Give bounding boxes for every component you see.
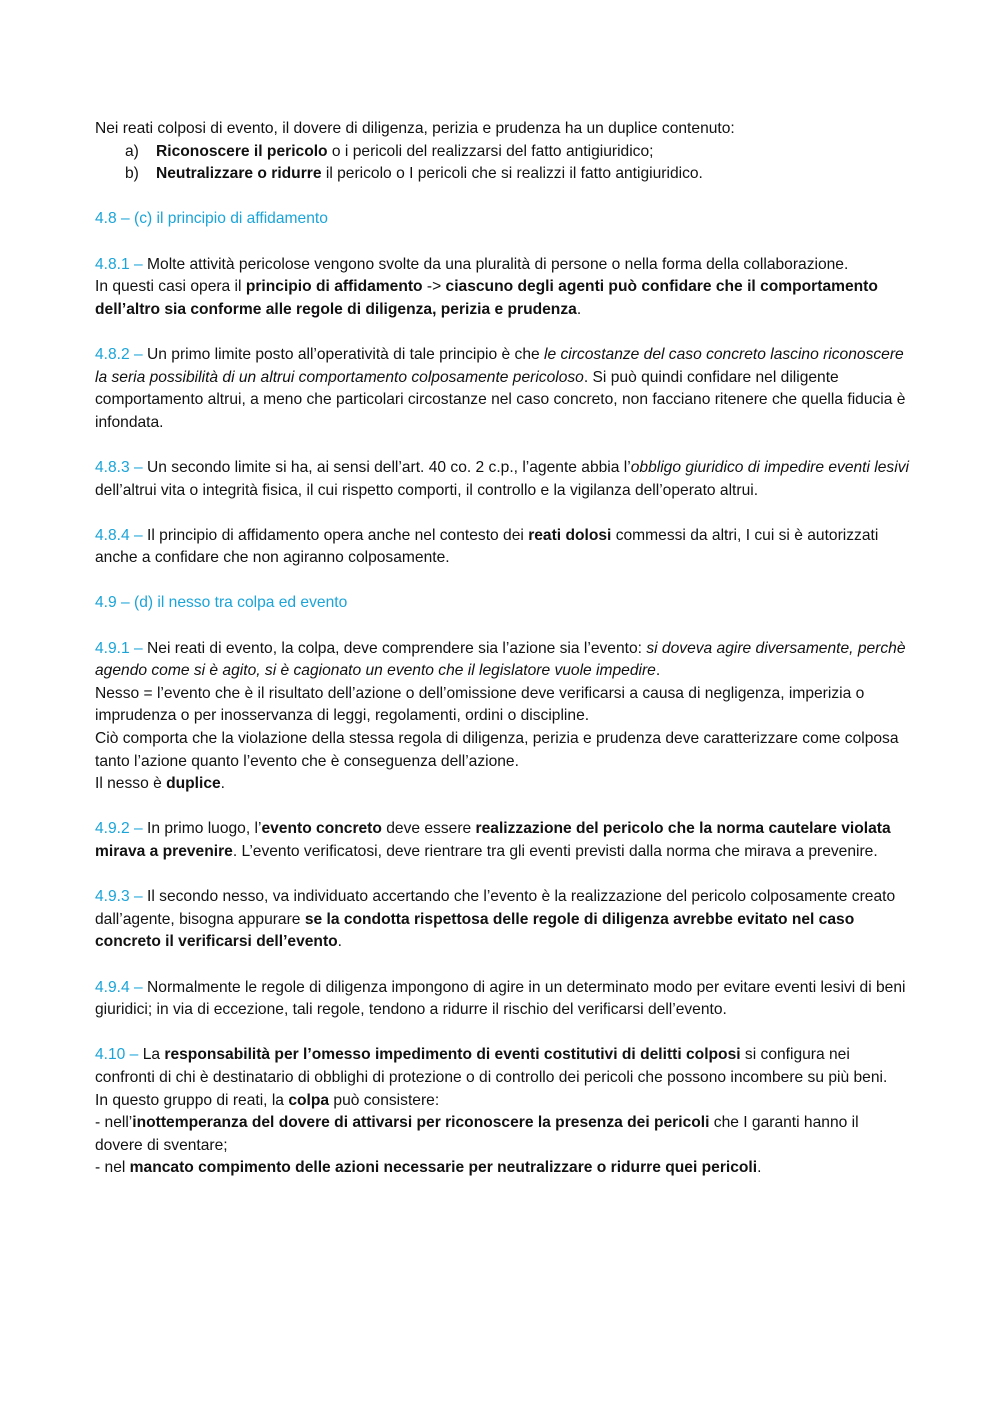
bold-text: responsabilità per l’omesso impedimento di eventi costitutivi di delitti colposi	[164, 1046, 741, 1064]
paragraph-text: Il secondo nesso, va individuato accertando che l’evento è la realizzazione del pericolo colposamente creato dall’agente, bisogna appurare	[95, 888, 896, 928]
paragraph-text: .	[576, 300, 582, 318]
bold-text: evento concreto	[261, 820, 382, 838]
paragraph-text: Normalmente le regole di diligenza impongono di agire in un determinato modo per evitare eventi lesivi di beni giuridici; in via di eccezione, tali regole, tendono a ridurre il rischio del verificarsi dell’evento.	[95, 978, 906, 1019]
paragraph-text: deve essere	[381, 820, 476, 838]
paragraph-text: In questo gruppo di reati, la	[95, 1091, 289, 1109]
paragraph-text: In questi casi opera il	[95, 278, 246, 296]
paragraph-text: . L’evento verificatosi, deve rientrare tra gli eventi previsti dalla norma che mirava a prevenire.	[232, 843, 878, 860]
paragraph-number: 4.8.3 –	[95, 458, 148, 476]
paragraph-4-8-3	[95, 457, 910, 502]
italic-text: obbligo giuridico di impedire eventi lesivi	[630, 458, 909, 476]
paragraph-4-9-4	[95, 977, 910, 1022]
paragraph-text: ->	[422, 278, 446, 296]
paragraph-text: .	[655, 662, 661, 680]
list-marker: a)	[125, 142, 139, 160]
paragraph-text: Il principio di affidamento opera anche nel contesto dei	[147, 526, 529, 544]
paragraph-4-8-2	[95, 344, 910, 434]
paragraph-text: Un primo limite posto all’operatività di tale principio è che	[147, 345, 544, 363]
bold-text: colpa	[288, 1091, 330, 1109]
bold-text: ciascuno degli agenti può confidare che il comportamento dell’altro sia conforme alle regole di diligenza, perizia e prudenza	[95, 278, 878, 318]
paragraph-text: - nel	[95, 1159, 130, 1177]
paragraph-4-9-1	[95, 638, 910, 683]
paragraph-text: - nell’	[95, 1114, 133, 1132]
paragraph-text: Molte attività pericolose vengono svolte da una pluralità di persone o nella forma della collaborazione.	[147, 255, 849, 273]
paragraph-number: 4.8.1 –	[95, 255, 148, 273]
paragraph-text: dell’altrui vita o integrità fisica, il cui rispetto comporti, il controllo e la vigilanza dell’operato altrui.	[95, 481, 759, 499]
paragraph-number: 4.9.3 –	[95, 888, 148, 906]
paragraph-4-9-1-duplice	[95, 773, 910, 796]
paragraph-4-8-1-cont	[95, 276, 910, 321]
list-item-a	[95, 141, 910, 164]
paragraph-4-10	[95, 1044, 910, 1089]
paragraph-number: 4.9.2 –	[95, 820, 148, 838]
paragraph-text: può consistere:	[329, 1091, 440, 1109]
paragraph-text: Nei reati di evento, la colpa, deve comprendere sia l’azione sia l’evento:	[147, 639, 647, 657]
list-item-text: il pericolo o I pericoli che si realizzi il fatto antigiuridico.	[321, 165, 703, 183]
paragraph-4-9-1-nesso: Nesso = l’evento che è il risultato dell’azione o dell’omissione deve verificarsi a causa di negligenza, imperizia o imprudenza o per inosservanza di leggi, regolamenti, ordini o discipline.	[95, 684, 865, 725]
paragraph-4-8-4	[95, 525, 910, 570]
list-item-b	[95, 163, 910, 186]
intro-paragraph: Nei reati colposi di evento, il dovere di diligenza, perizia e prudenza ha un duplice contenuto:	[95, 120, 735, 137]
paragraph-4-10-colpa	[95, 1090, 910, 1113]
paragraph-number: 4.9.4 –	[95, 978, 148, 996]
paragraph-text: commessi da altri, I cui si è autorizzati anche a confidare che non agiranno colposamente.	[95, 526, 879, 567]
list-item-bold: Neutralizzare o ridurre	[156, 165, 322, 183]
bold-text: reati dolosi	[528, 526, 612, 544]
bold-text: realizzazione del pericolo che la norma cautelare violata mirava a prevenire	[95, 820, 891, 860]
bold-text: se la condotta rispettosa delle regole di diligenza avrebbe evitato nel caso concreto il verificarsi dell’evento	[95, 910, 855, 951]
paragraph-text: .	[220, 775, 226, 793]
paragraph-text: Un secondo limite si ha, ai sensi dell’art. 40 co. 2 c.p., l’agente abbia l’	[147, 458, 631, 476]
paragraph-text: .	[337, 933, 343, 951]
document-body	[95, 118, 910, 1180]
paragraph-4-10-bullet-1	[95, 1112, 910, 1157]
paragraph-text: si configura nei confronti di chi è destinatario di obblighi di protezione o di controllo dei pericoli che possono incombere su più beni.	[95, 1046, 888, 1086]
paragraph-4-10-bullet-2	[95, 1157, 910, 1180]
bold-text: principio di affidamento	[245, 278, 423, 296]
paragraph-number: 4.10 –	[95, 1046, 143, 1064]
list-marker: b)	[125, 165, 139, 183]
paragraph-number: 4.9.1 –	[95, 639, 148, 657]
italic-text: si doveva agire diversamente, perchè agendo come si è agito, si è cagionato un evento che il legislatore vuole impedire	[95, 639, 906, 680]
paragraph-text: Il nesso è	[95, 775, 167, 793]
paragraph-text: In primo luogo, l’	[147, 820, 262, 838]
bold-text: inottemperanza del dovere di attivarsi per riconoscere la presenza dei pericoli	[132, 1114, 710, 1132]
paragraph-4-9-1-conseguenza: Ciò comporta che la violazione della stessa regola di diligenza, perizia e prudenza deve caratterizzare come colposa tanto l’azione quanto l’evento che è conseguenza dell’azione.	[95, 730, 899, 770]
italic-text: le circostanze del caso concreto lascino riconoscere la seria possibilità di un altrui comportamento colposamente pericoloso	[95, 345, 904, 386]
paragraph-4-9-3	[95, 886, 910, 954]
paragraph-4-8-1	[95, 254, 910, 277]
list-item-text: o i pericoli del realizzarsi del fatto antigiuridico;	[327, 142, 654, 160]
paragraph-text: .	[757, 1159, 762, 1177]
paragraph-number: 4.8.2 –	[95, 345, 148, 363]
paragraph-number: 4.8.4 –	[95, 526, 148, 544]
bold-text: mancato compimento delle azioni necessarie per neutralizzare o ridurre quei pericoli	[129, 1159, 758, 1177]
paragraph-text: che I garanti hanno il dovere di sventare;	[95, 1114, 859, 1154]
paragraph-text: . Si può quindi confidare nel diligente comportamento altrui, a meno che particolari circostanze nel caso concreto, non facciano ritenere che quella fiducia è infondata.	[95, 368, 906, 431]
section-heading-4-9: 4.9 – (d) il nesso tra colpa ed evento	[95, 594, 348, 612]
paragraph-text: La	[142, 1046, 165, 1064]
list-item-bold: Riconoscere il pericolo	[156, 142, 328, 160]
bold-text: duplice	[166, 775, 221, 793]
paragraph-4-9-2	[95, 818, 910, 863]
section-heading-4-8: 4.8 – (c) il principio di affidamento	[95, 210, 328, 228]
